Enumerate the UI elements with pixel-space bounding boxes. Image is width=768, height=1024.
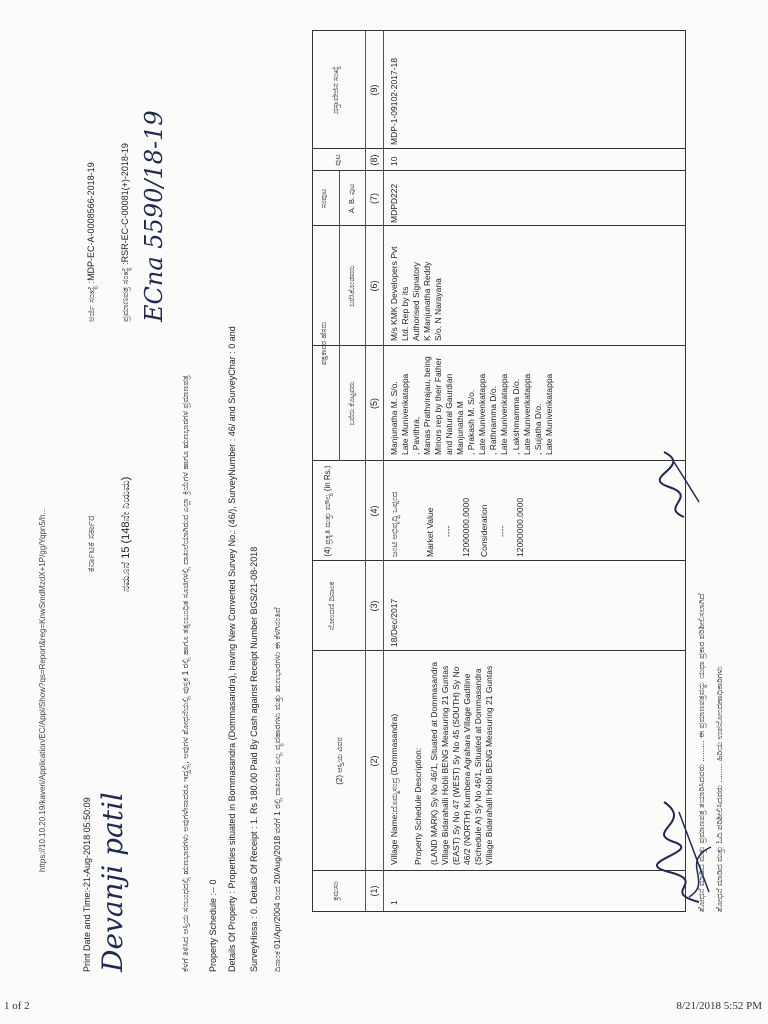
page-number: 10 [389, 156, 399, 166]
header-claimant: ಬರೆಸಿಕೊಂಡವರು [347, 265, 356, 307]
survey-receipt-details: SurveyHissa : 0. Details Of Receipt : 1. Rs 180.00 Paid By Cash against Receipt Number BGS/21-08-2018 [249, 546, 259, 972]
header-page: ಪುಟ [333, 154, 342, 166]
header-doc-no: ದಸ್ತಾವೇಜಿನ ಸಂಖ್ಯೆ [331, 66, 340, 114]
header-parties: ಪಕ್ಷಕಾರರ ಹೆಸರು [319, 321, 328, 366]
consideration-label: Consideration [479, 504, 489, 557]
executant-line: , Prakash M. S/o. [466, 389, 477, 455]
col-number: (2) [369, 755, 379, 767]
executant-line: , Pavithra, [411, 416, 422, 455]
application-number: ಅರ್ಜಿ ಸಂಖ್ಯೆ :MDP-EC-A-0008566-2018-19 [86, 162, 96, 322]
encumbrance-table [312, 30, 686, 912]
print-date: Print Date and Time:-21-Aug-2018 05:50:09 [82, 797, 92, 972]
header-reg-date: ನೋಂದಣಿ ದಿನಾಂಕ [327, 581, 336, 631]
claimant-line: Authorised Signatory [411, 262, 422, 341]
row-serial: 1 [389, 900, 399, 905]
certificate-number: ಪ್ರಮಾಣಪತ್ರ ಸಂಖ್ಯೆ :RSR-EC-C-00081(+)-2018-19 [120, 143, 130, 322]
handwritten-ec-number: ECna 5590/18-19 [140, 110, 168, 322]
sub-header-divider [339, 226, 340, 461]
executant-line: Late Munivenkatappa [400, 373, 411, 455]
header-divider [365, 31, 366, 911]
col-number: (1) [369, 885, 379, 897]
executant-line: Manjunatha M. S/o. [389, 381, 399, 455]
col-number: (9) [369, 84, 379, 96]
schedule-description: (LAND MARK) Sy No 46/1, Situated at Dommasandra Village Bidarahalli Hobli BENG Measuring 21 Guntas (EAST) Sy No 47 (WEST) Sy No 45 (SOUTH) Sy No 46/2 (NORTH) Kumbena Agrahara Village Gadiline (Schedule A) Sy No 46/1, Situated at Dommasandra Village Bidarahalli Hobli BENG Measuring 21 Guntas [429, 661, 495, 865]
signature-right [654, 442, 704, 522]
claimant-line: S/o. N Narayana [433, 278, 444, 341]
claimants-list [389, 247, 444, 341]
header-nature-value: (4) ಪ್ರಕೃತಿ ಮತ್ತು ಮೌಲ್ಯ (in Rs.) [323, 465, 332, 557]
market-value-label: Market Value [425, 507, 435, 557]
header-executant: ಬರೆದು ಕೊಟ್ಟವರು [347, 381, 356, 426]
registration-date: 18/Dec/2017 [389, 598, 399, 647]
claimant-line: Ltd. Rep by its [400, 286, 411, 341]
footer-prepared-by: ಶೋಧನೆ ಮಾಡಿದ ಮತ್ತು ಪ್ರಮಾಣಪತ್ರ ತಯಾರಿಸಿದವರು ......... ಈ ಪ್ರಮಾಣಪತ್ರವನ್ನು ಯಥಾ ಪ್ರಕಾರ ಪರಿಶೀಲಿಸಲಾಗಿದೆ [696, 593, 706, 912]
executants-list [389, 356, 555, 455]
executant-line: Late Munivenkatappa [477, 373, 488, 455]
volume-number: MDPD222 [389, 183, 399, 223]
document-number: MDP-1-09102-2017-18 [389, 58, 399, 145]
executant-line: Manas Prathvirajau, being [422, 356, 433, 455]
government-name: ಕರ್ನಾಟಕ ಸರ್ಕಾರ [86, 515, 97, 572]
executant-line: Late Munivenkatappa [543, 373, 554, 455]
col-number: (4) [369, 505, 379, 517]
dash: ---- [443, 525, 453, 537]
col-number: (3) [369, 600, 379, 612]
executant-line: Minors rep by their Father [433, 357, 444, 455]
executant-line: and Natural Gaurdian [444, 373, 455, 455]
col-number: (5) [369, 398, 379, 409]
market-value: 12000000.0000 [461, 497, 471, 557]
claimant-line: M/s KMK Developers Pvt [389, 246, 399, 341]
col-number: (6) [369, 280, 379, 292]
search-period: ದಿನಾಂಕ 01/Apr/2004 ರಿಂದ 20/Aug/2018 ವರೆಗೆ 1 ರಲ್ಲಿ ದಾಖಲಾದ ಎಲ್ಲ ವ್ಯವಹಾರಗಳು ಮತ್ತು ಋಣಭಾರಗಳು ಈ ಕೆಳಗಿನಂತಿವೆ [272, 607, 282, 972]
consideration-value: 12000000.0000 [515, 497, 525, 557]
col-number: (8) [369, 154, 379, 166]
header-volume: ಸಂಪುಟ [319, 188, 328, 209]
village-name: Village Name:ದೊಮ್ಮಸಂದ್ರ (Dommasandra) [389, 713, 399, 865]
nature-of-deed: ಜಂಟಿ ಅಭಿವೃದ್ಧಿ ಒಪ್ಪಂದ [389, 491, 399, 557]
executant-line: Late Munivenkatappa [521, 373, 532, 455]
signature-left [649, 792, 719, 912]
browser-url: https://10.10.20.19/kaveri/Application/EC/Appl/Show?qs=Report&reg=KnwSmdMzdX+1P/gg/Yqpn5/h... [38, 507, 47, 872]
rotated-certificate [34, 12, 734, 1012]
executant-line: , Sujatha D/o. [532, 403, 543, 455]
handwritten-name: Devanji patil [96, 792, 129, 972]
executant-line: Manjunatha M [455, 401, 466, 455]
header-volume-sub: A. B. ಪುಟ [347, 183, 356, 214]
form-title: ನಮೂನೆ 15 (148ನೇ ನಿಯಮ) [120, 476, 132, 592]
print-timestamp: 8/21/2018 5:52 PM [676, 1000, 762, 1012]
schedule-title: Property Schedule Description: [413, 747, 423, 865]
executant-line: , Lakshmamma D/o. [510, 378, 521, 455]
claimant-line: K Manjunatha Reddy [422, 261, 433, 341]
executant-line: , Rathnamma D/o. [488, 386, 499, 455]
intro-text: ಕೆಳಗೆ ತಿಳಿಸಿದ ಆಸ್ತಿಯ ಸಂಬಂಧದಲ್ಲಿ ಋಣಭಾರಗಳು ಅವುಗಳೇನಾದರೂ ಇದ್ದಲ್ಲಿ, ಅವುಗಳ ಶೋಧನೆಯಲ್ಲಿ ಪುಸ್ತಕ 1 ರಲ್ಲಿ ಹಾಗೂ ತತ್ಸಂಬಂಧಿತ ಸೂಚಿಗಳಲ್ಲಿ ದಾಖಲೆಯಾಗಿರುವ ಎಲ್ಲಾ ಕ್ರಿಯೆಗಳ ಹಾಗೂ ಋಣಭಾರಗಳ ಪ್ರಮಾಣಪತ್ರ [180, 375, 190, 972]
dash: ---- [497, 525, 507, 537]
header-property: (2) ಆಸ್ತಿಯ ವಿವರ [335, 737, 344, 785]
property-schedule: Property Schedule :-- 0 [208, 879, 218, 972]
col-number: (7) [369, 193, 379, 204]
page-indicator: 1 of 2 [4, 1000, 30, 1012]
details-of-property: Details Of Property : Properties situated in Bommasandra (Dommasandra), having New Converted Survey No.: (46/), SurveyNumber : 46/ and SurveyChar : 0 and [227, 326, 237, 972]
sub-header-divider [339, 171, 340, 226]
header-divider [383, 31, 384, 911]
header-sl: ಕ್ರಮಸಂ [331, 881, 340, 901]
executant-line: Late Munivenkatappa [499, 373, 510, 455]
footer-verified-by: ಶೋಧನೆ ಮಾಡಿದ ಮತ್ತು ಓದಿ ಪರಿಶೀಲಿಸಿದವರು ........ ಹಿರಿಯ ಉಪನೋಂದಣಾಧಿಕಾರಿಗಳು [714, 666, 724, 912]
